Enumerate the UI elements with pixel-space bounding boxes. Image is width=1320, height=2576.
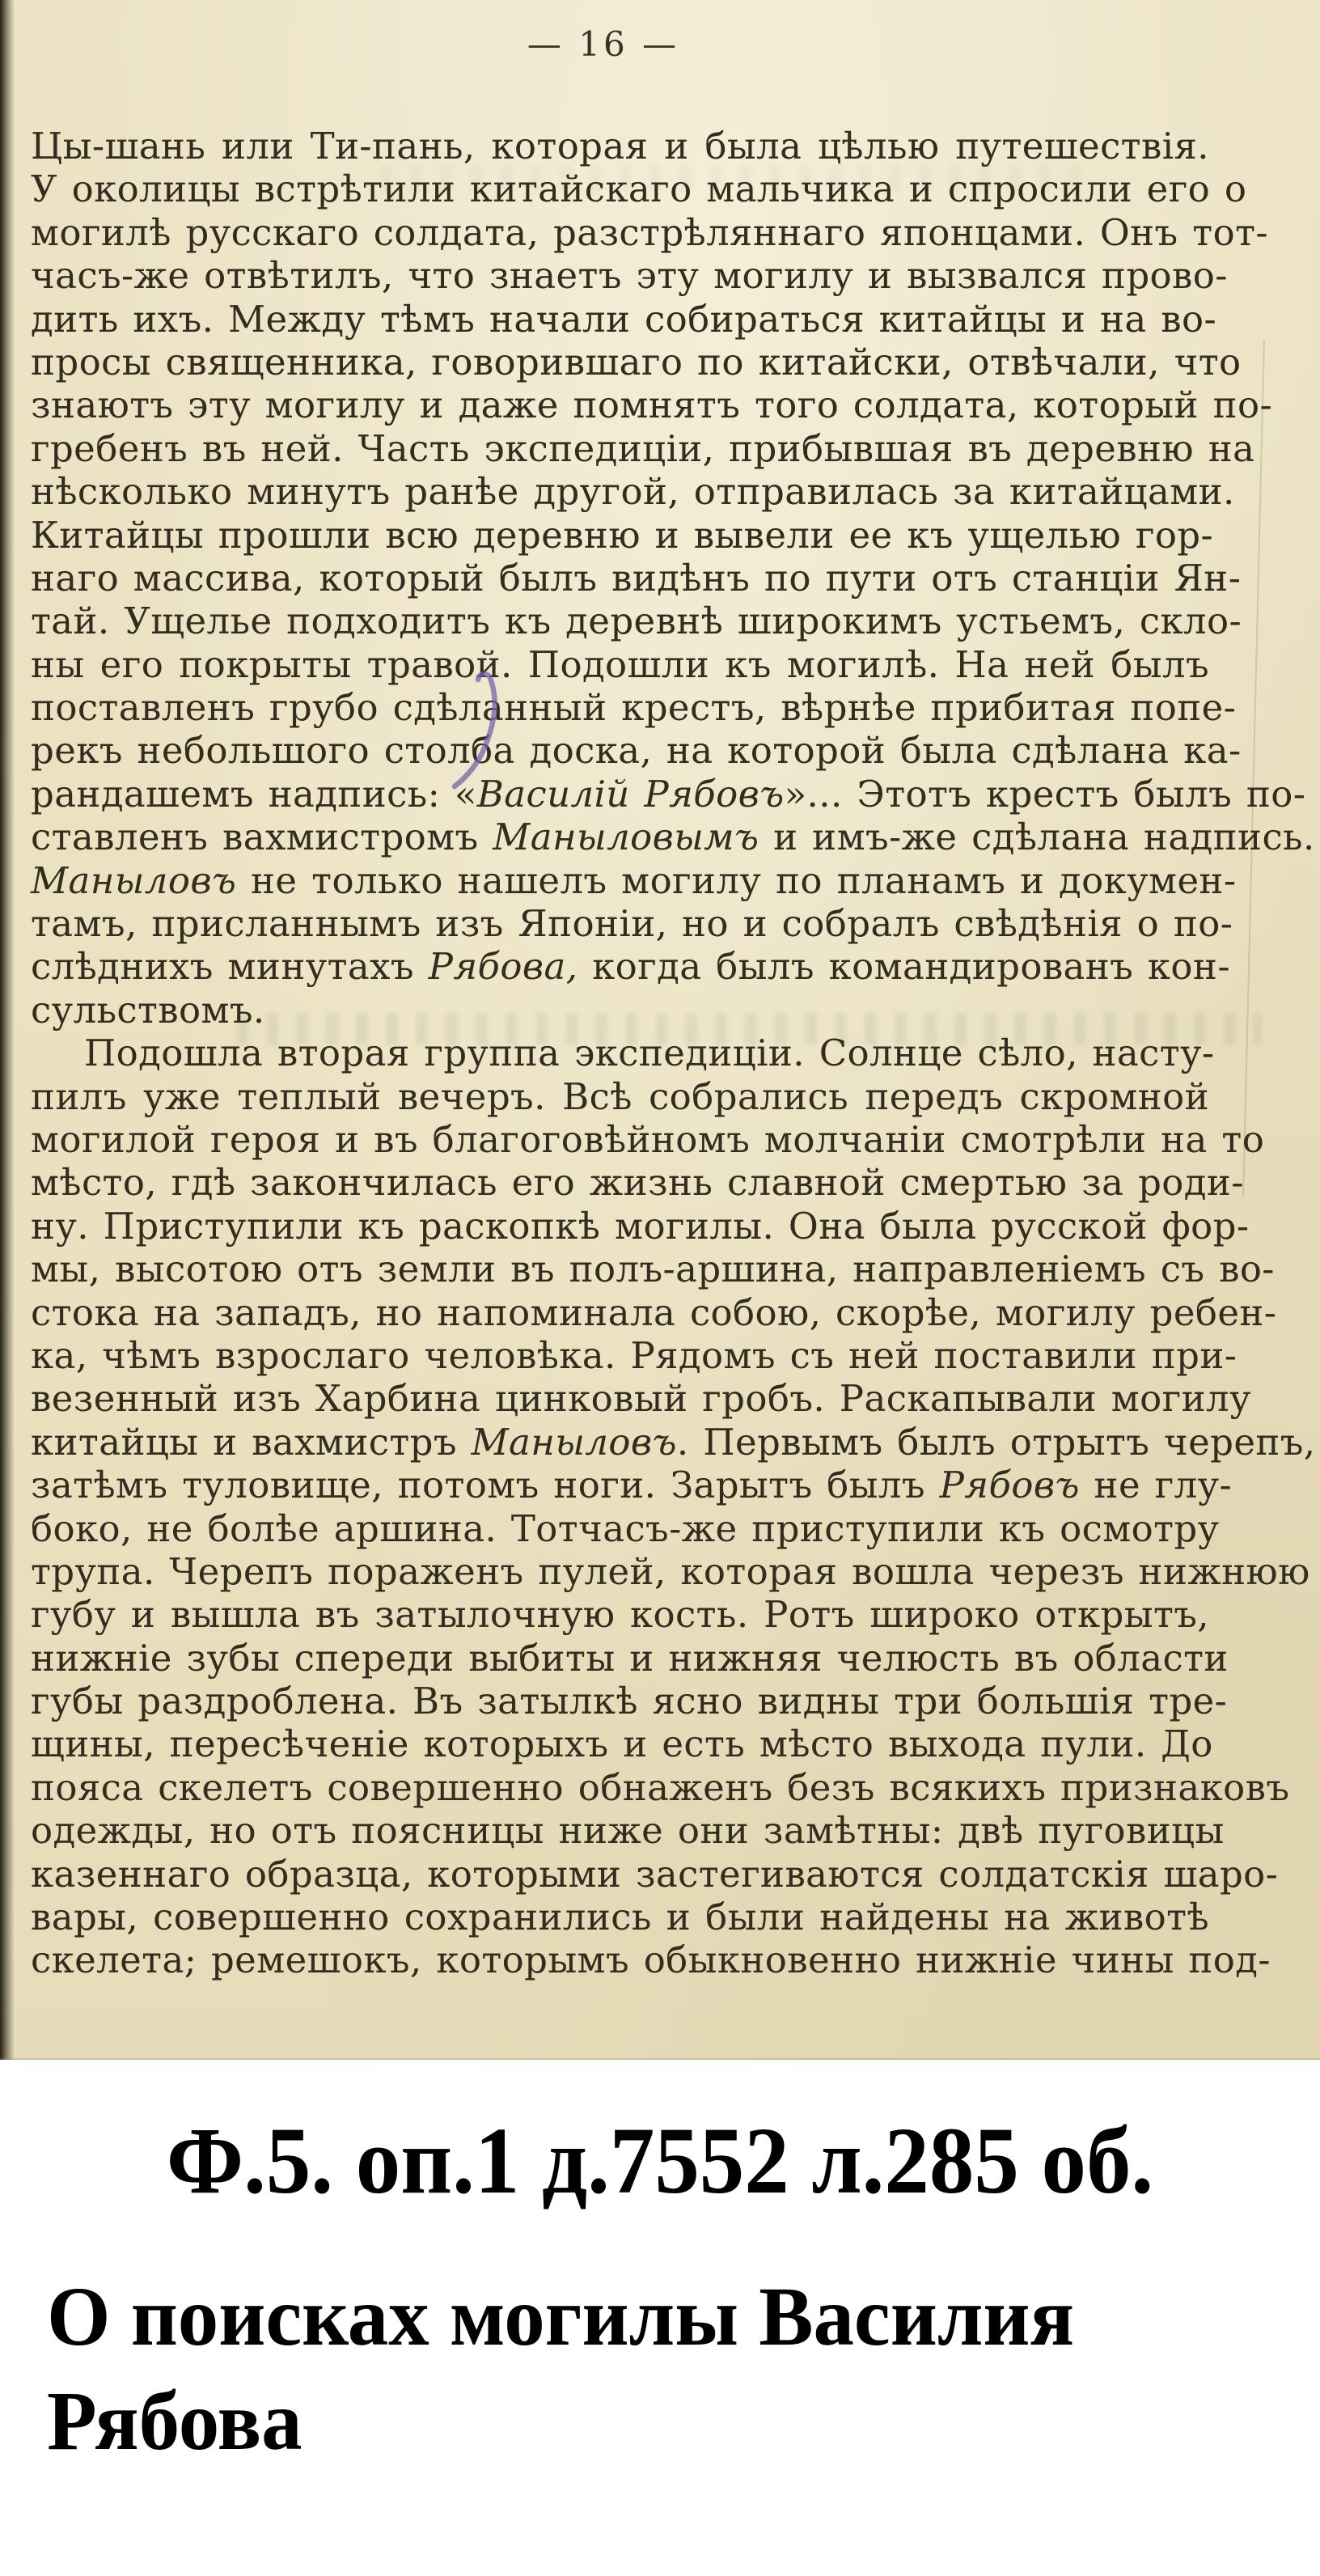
- text-line: [31, 1248, 1275, 1291]
- text-line: [31, 1161, 1244, 1205]
- italic-proper-name: Маныловъ: [31, 858, 237, 902]
- text-line: [31, 945, 1230, 989]
- caption-title: [47, 2265, 1239, 2474]
- text-run: затѣмъ туловище, потомъ ноги. Зарытъ былъ: [31, 1464, 940, 1507]
- text-run: казеннаго образца, которыми застегиваются солдатскія шаро-: [31, 1852, 1279, 1896]
- text-line: [31, 816, 1315, 859]
- text-run: китайцы и вахмистръ: [31, 1420, 472, 1464]
- text-run: пилъ уже теплый вечеръ. Всѣ собрались передъ скромной: [31, 1074, 1209, 1118]
- text-run: рекъ небольшого столба доска, на которой была сдѣлана ка-: [31, 729, 1242, 773]
- text-line: [31, 772, 1306, 816]
- text-line: [31, 902, 1233, 946]
- text-run: наго массива, который былъ видѣнъ по пути отъ станціи Ян-: [31, 556, 1242, 600]
- text-line: [31, 1809, 1225, 1853]
- text-run: одежды, но отъ поясницы ниже они замѣтны: двѣ пуговицы: [31, 1809, 1225, 1853]
- text-run: когда былъ командированъ кон-: [578, 945, 1230, 989]
- text-run: могилѣ русскаго солдата, разстрѣляннаго японцами. Онъ тот-: [31, 210, 1268, 254]
- text-block: [31, 125, 1316, 1982]
- text-line: [31, 1506, 1220, 1550]
- scan-dark-edge: [0, 0, 15, 2060]
- italic-proper-name: Рябова,: [428, 945, 578, 989]
- text-line: [31, 989, 1209, 1032]
- italic-proper-name: Василій Рябовъ: [476, 772, 785, 816]
- text-line: [31, 1117, 1265, 1161]
- text-line: [31, 1075, 1209, 1118]
- text-run: мы, высотою отъ земли въ полъ-аршина, направленіемъ съ во-: [31, 1248, 1275, 1291]
- text-run: нѣсколько минутъ ранѣе другой, отправилась за китайцами.: [31, 470, 1235, 514]
- text-run: ны его покрыты травой. Подошли къ могилѣ. На ней былъ: [31, 642, 1209, 686]
- text-run: могилой героя и въ благоговѣйномъ молчаніи смотрѣли на то: [31, 1117, 1265, 1161]
- text-run: везенный изъ Харбина цинковый гробъ. Раскапывали могилу: [31, 1377, 1251, 1421]
- text-line: [31, 600, 1242, 643]
- text-run: »... Этотъ крестъ былъ по-: [784, 772, 1306, 816]
- text-run: трупа. Черепъ пораженъ пулей, которая вошла черезъ нижнюю: [31, 1549, 1310, 1593]
- text-run: мѣсто, гдѣ закончилась его жизнь славной смертью за роди-: [31, 1161, 1244, 1205]
- text-line: [31, 1377, 1251, 1421]
- text-run: губы раздроблена. Въ затылкѣ ясно видны три большія тре-: [31, 1680, 1228, 1723]
- text-line: [31, 1593, 1209, 1636]
- text-line: [31, 729, 1242, 773]
- text-line: [31, 383, 1273, 427]
- text-line: [31, 426, 1255, 470]
- text-line: [31, 1852, 1279, 1896]
- text-run: пояса скелетъ совершенно обнаженъ безъ всякихъ признаковъ: [31, 1765, 1290, 1809]
- text-run: . Первымъ былъ отрытъ черепъ,: [676, 1420, 1316, 1464]
- text-line: [31, 254, 1228, 298]
- text-line: [31, 167, 1247, 211]
- text-run: знаютъ эту могилу и даже помнятъ того солдата, который по-: [31, 383, 1273, 427]
- italic-proper-name: Рябовъ: [939, 1464, 1080, 1507]
- text-run: Цы-шань или Ти-пань, которая и была цѣлью путешествія.: [31, 125, 1209, 167]
- text-run: Китайцы прошли всю деревню и вывели ее къ ущелью гор-: [31, 513, 1214, 557]
- text-line: [31, 1636, 1229, 1680]
- text-line: [31, 1464, 1233, 1507]
- text-run: вары, совершенно сохранились и были найдены на животѣ: [31, 1896, 1209, 1939]
- archive-reference: Ф.5. оп.1 д.7552 л.285 об.: [166, 2108, 1154, 2214]
- text-line: [31, 210, 1268, 254]
- text-run: тамъ, присланнымъ изъ Японіи, но и собралъ свѣдѣнія о по-: [31, 902, 1233, 946]
- text-run: стока на западъ, но напоминала собою, скорѣе, могилу ребен-: [31, 1290, 1277, 1334]
- text-line: [31, 1420, 1316, 1464]
- text-line: [31, 1032, 1215, 1075]
- text-run: боко, не болѣе аршина. Тотчасъ-же приступили къ осмотру: [31, 1506, 1220, 1550]
- text-run: не только нашелъ могилу по планамъ и докумен-: [236, 858, 1237, 902]
- text-run: и имъ-же сдѣлана надпись.: [759, 816, 1315, 859]
- page-number: — 16 —: [527, 24, 680, 64]
- text-run: ну. Приступили къ раскопкѣ могилы. Она была русской фор-: [31, 1204, 1250, 1248]
- scan-boundary: [0, 2058, 1320, 2060]
- text-line: [31, 643, 1209, 686]
- text-run: нижніе зубы спереди выбиты и нижняя челюсть въ области: [31, 1636, 1229, 1680]
- text-run: гребенъ въ ней. Часть экспедиціи, прибывшая въ деревню на: [31, 426, 1255, 470]
- text-run: губу и вышла въ затылочную кость. Ротъ широко открытъ,: [31, 1593, 1209, 1637]
- caption-title-line: О поисках могилы Василия: [47, 2270, 1075, 2363]
- text-run: ка, чѣмъ взрослаго человѣка. Рядомъ съ ней поставили при-: [31, 1333, 1238, 1377]
- text-run: сульствомъ.: [31, 988, 265, 1032]
- text-line: [31, 686, 1237, 730]
- text-line: [31, 858, 1237, 902]
- text-line: [31, 297, 1217, 341]
- text-line: [31, 1765, 1290, 1809]
- text-run: Подошла вторая группа экспедиціи. Солнце сѣло, насту-: [84, 1032, 1215, 1075]
- text-run: тай. Ущелье подходитъ къ деревнѣ широкимъ устьемъ, скло-: [31, 600, 1242, 643]
- text-run: рандашемъ надпись: «: [31, 772, 477, 816]
- text-line: [31, 1896, 1209, 1938]
- text-run: часъ-же отвѣтилъ, что знаетъ эту могилу и вызвался прово-: [31, 254, 1228, 298]
- text-line: [31, 1938, 1271, 1982]
- text-line: [31, 340, 1242, 383]
- text-run: поставленъ грубо сдѣланный крестъ, вѣрнѣе прибитая попе-: [31, 686, 1237, 730]
- text-line: [31, 1680, 1228, 1723]
- text-run: не глу-: [1079, 1464, 1233, 1507]
- text-run: дить ихъ. Между тѣмъ начали собираться китайцы и на во-: [31, 297, 1217, 341]
- italic-proper-name: Маныловымъ: [493, 816, 759, 859]
- text-run: щины, пересѣченіе которыхъ и есть мѣсто выхода пули. До: [31, 1722, 1213, 1766]
- text-line: [31, 1722, 1213, 1766]
- text-line: [31, 1333, 1238, 1377]
- text-run: У околицы встрѣтили китайскаго мальчика и спросили его о: [31, 167, 1247, 211]
- text-line: [31, 513, 1214, 557]
- ink-mark: [443, 672, 516, 793]
- italic-proper-name: Маныловъ: [471, 1420, 677, 1464]
- text-line: [31, 1204, 1250, 1248]
- text-line: [31, 125, 1209, 167]
- text-run: слѣднихъ минутахъ: [31, 945, 429, 989]
- text-run: просы священника, говорившаго по китайски, отвѣчали, что: [31, 340, 1242, 383]
- text-line: [31, 1290, 1277, 1334]
- text-run: ставленъ вахмистромъ: [31, 816, 493, 859]
- text-line: [31, 1549, 1310, 1593]
- text-run: скелета; ремешокъ, которымъ обыкновенно нижніе чины под-: [31, 1938, 1271, 1982]
- text-line: [31, 470, 1235, 514]
- text-line: [31, 556, 1242, 600]
- caption-title-line: Рябова: [47, 2374, 302, 2468]
